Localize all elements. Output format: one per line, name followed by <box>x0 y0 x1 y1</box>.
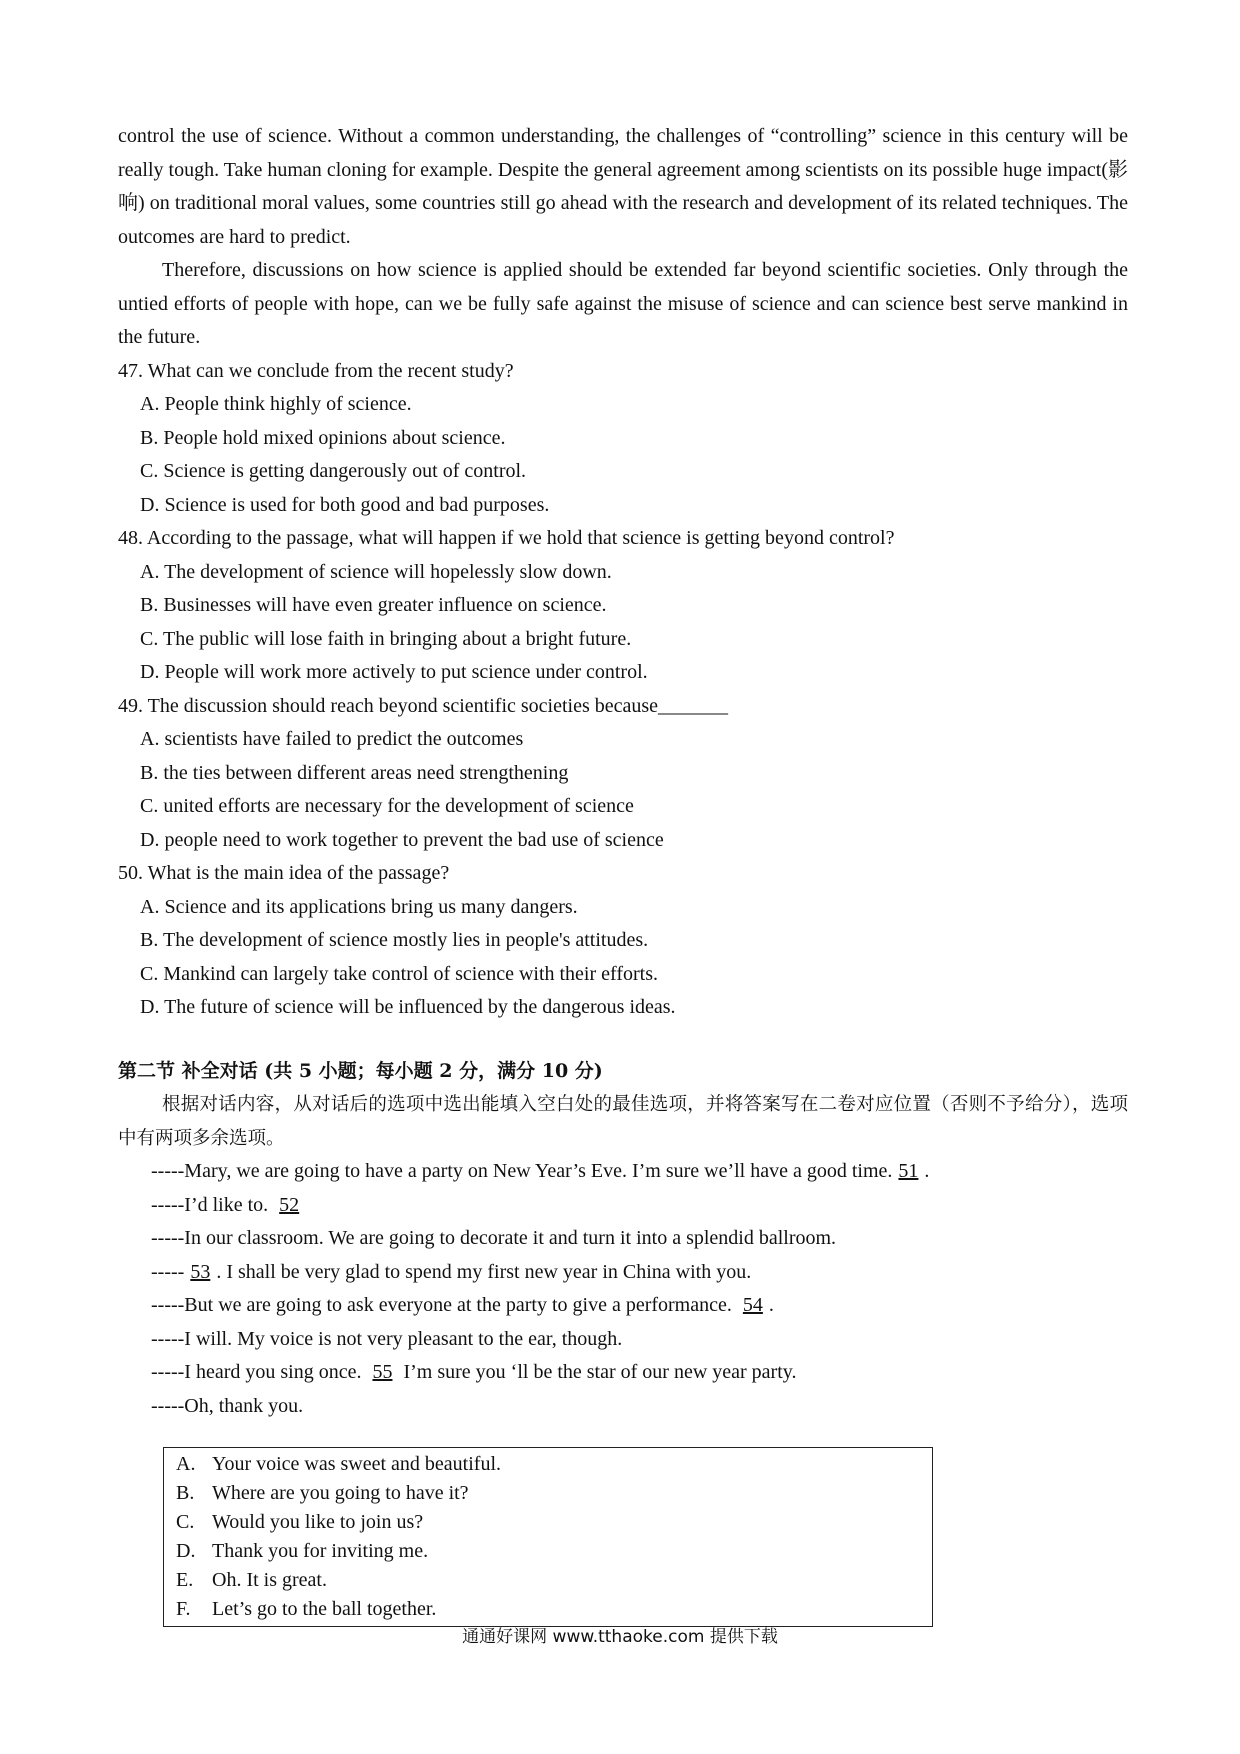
question-option: B. People hold mixed opinions about science. <box>140 426 506 449</box>
dialogue <box>118 1155 1128 1423</box>
dialogue-line <box>118 1189 1128 1223</box>
choice-text: Where are you going to have it? <box>212 1482 469 1504</box>
question-option: A. Science and its applications bring us many dangers. <box>140 895 578 918</box>
choice-item <box>176 1450 922 1479</box>
question-option: C. The public will lose faith in bringing about a bright future. <box>140 627 632 650</box>
dialogue-text: . <box>768 1294 774 1316</box>
dialogue-text: -----I will. My voice is not very pleasant to the ear, though. <box>151 1327 623 1350</box>
choice-letter: F. <box>176 1598 191 1620</box>
passage-paragraph-1: control the use of science. Without a common understanding, the challenges of “controlling” science in this century will be really tough. Take human cloning for example. Despite the general agreement among scientists on its possible huge impact(影响) on traditional moral values, some countries still go ahead with the research and development of its related techniques. The outcomes are hard to predict. <box>118 125 1128 248</box>
dialogue-line <box>118 1222 1128 1256</box>
choice-item <box>176 1566 922 1595</box>
question-option: B. Businesses will have even greater influence on science. <box>140 594 607 616</box>
choice-item <box>176 1595 922 1624</box>
question-option: A. People think highly of science. <box>140 393 412 415</box>
footer: 通通好课网 www.tthaoke.com 提供下载 <box>462 1627 778 1647</box>
dialogue-line <box>118 1390 1128 1424</box>
dialogue-line <box>118 1289 1128 1323</box>
question-option: D. people need to work together to prevent the bad use of science <box>140 828 664 851</box>
dialogue-text: I’m sure you ‘ll be the star of our new year party. <box>398 1361 797 1383</box>
dialogue-text: -----I’d like to. <box>151 1193 274 1216</box>
choice-item <box>176 1537 922 1566</box>
answer-blank: 55 <box>372 1361 393 1383</box>
passage-paragraph-2: Therefore, discussions on how science is applied should be extended far beyond scientific societies. Only through the untied efforts of people with hope, can we be fully safe against the misuse of science and can science best serve mankind in the future. <box>118 259 1128 348</box>
choice-letter: A. <box>176 1453 196 1475</box>
dialogue-text: . <box>924 1160 930 1182</box>
dialogue-text: -----But we are going to ask everyone at the party to give a performance. <box>151 1294 737 1316</box>
dialogue-text: -----In our classroom. We are going to decorate it and turn it into a splendid ballroom. <box>151 1227 837 1249</box>
choice-text: Your voice was sweet and beautiful. <box>212 1453 502 1475</box>
question-option: A. scientists have failed to predict the outcomes <box>140 728 524 750</box>
answer-blank: 54 <box>742 1294 763 1316</box>
exam-page <box>118 120 1128 1627</box>
dialogue-text: -----Mary, we are going to have a party on New Year’s Eve. I’m sure we’ll have a good time. <box>151 1160 893 1182</box>
dialogue-line <box>118 1155 1128 1189</box>
question-option: D. People will work more actively to put science under control. <box>140 661 648 683</box>
question-option: D. The future of science will be influenced by the dangerous ideas. <box>140 996 676 1018</box>
dialogue-text: -----I heard you sing once. <box>151 1361 367 1383</box>
choice-item <box>176 1508 922 1537</box>
section-instructions: 根据对话内容，从对话后的选项中选出能填入空白处的最佳选项，并将答案写在二卷对应位置（否则不予给分），选项中有两项多余选项。 <box>118 1094 1128 1149</box>
question-option: C. Mankind can largely take control of science with their efforts. <box>140 962 658 985</box>
choice-text: Would you like to join us? <box>212 1511 424 1533</box>
dialogue-line <box>118 1256 1128 1290</box>
choice-text: Thank you for inviting me. <box>212 1540 429 1562</box>
answer-blank: 53 <box>190 1260 211 1283</box>
question-stem: 47. What can we conclude from the recent study? <box>118 359 514 382</box>
answer-blank: 51 <box>898 1160 919 1182</box>
choice-letter: E. <box>176 1569 194 1591</box>
choice-letter: B. <box>176 1482 195 1504</box>
question-option: C. united efforts are necessary for the development of science <box>140 795 634 817</box>
choice-box <box>163 1447 933 1627</box>
question-option: A. The development of science will hopelessly slow down. <box>140 560 612 583</box>
dialogue-text: ----- <box>151 1260 185 1283</box>
choice-item <box>176 1479 922 1508</box>
question-list <box>118 355 1128 1025</box>
choice-letter: C. <box>176 1511 195 1533</box>
question-option: B. The development of science mostly lies in people's attitudes. <box>140 929 649 951</box>
dialogue-line <box>118 1323 1128 1357</box>
choice-letter: D. <box>176 1540 196 1562</box>
dialogue-text: . I shall be very glad to spend my first new year in China with you. <box>216 1260 752 1283</box>
section-title: 第二节 补全对话 (共 5 小题；每小题 2 分，满分 10 分) <box>118 1059 603 1082</box>
dialogue-line <box>118 1356 1128 1390</box>
dialogue-text: -----Oh, thank you. <box>151 1394 304 1417</box>
question-option: B. the ties between different areas need strengthening <box>140 761 569 784</box>
question-stem: 50. What is the main idea of the passage? <box>118 862 450 884</box>
question-stem: 49. The discussion should reach beyond scientific societies because_______ <box>118 694 729 717</box>
question-option: D. Science is used for both good and bad purposes. <box>140 493 550 516</box>
answer-blank: 52 <box>279 1193 300 1216</box>
choice-text: Let’s go to the ball together. <box>212 1598 437 1620</box>
question-option: C. Science is getting dangerously out of control. <box>140 460 527 482</box>
question-stem: 48. According to the passage, what will happen if we hold that science is getting beyond control? <box>118 527 895 549</box>
choice-text: Oh. It is great. <box>212 1569 327 1591</box>
